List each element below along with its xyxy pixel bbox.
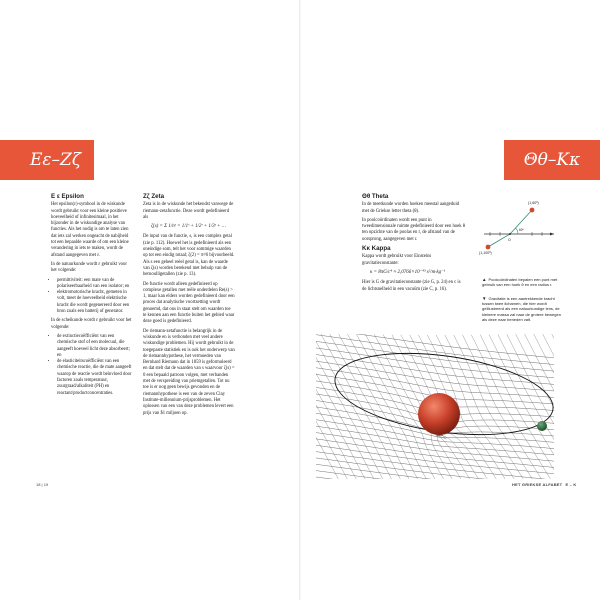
polar-caption-text: Poolcoördinaten bepalen een punt met gebruik van een hoek θ en een radius r. [482,277,558,288]
triangle-up-icon: ▲ [482,277,487,282]
folio-left: 18 | 19 [36,482,49,487]
zeta-column [143,194,235,420]
list-item: • de extinctiecoëfficiënt van een chemische stof of een molecuul, die aangeeft hoeveel licht deze absorbeert; en [57,334,133,359]
epsilon-paragraph-1: Het epsilon(ε)-symbool in de wiskunde wordt gebruikt voor een kleine positieve hoeveelheid of infinitesimaal, in het bijzonder in de wiskundige analyse van functies. Als het nodig is om te laten zien dat iets zal werken ongeacht de nabijheid tot een bepaalde waarde of om een kleine verandering in iets te maken, wordt de afstand aangegeven met ε. [51,202,129,258]
folio-letters: E – K [565,482,577,487]
list-item: • permittiviteit: een mate van de polariseerbaarheid van een isolator; en [57,278,133,291]
theta-kappa-column [362,194,466,296]
banner-epsilon-zeta: Εε–Ζζ [0,140,94,180]
angle-label: 60º [519,228,524,232]
kappa-formula: κ = 8πG/c⁴ ≈ 2,0766×10⁻⁴³ s²/m·kg⁻¹ [370,269,446,275]
epsilon-heading: E ε Epsilon [51,193,84,200]
origin-marker [509,233,511,235]
page-gutter [299,0,301,600]
point-marker [530,208,535,213]
theta-paragraph-1: In de meetkunde worden hoeken meestal aangeduid met de Griekse letter theta (θ). [362,202,460,214]
gravity-illustration [316,334,554,479]
angle-arc [516,228,519,234]
polar-diagram [478,192,558,272]
origin-label: O [508,238,511,242]
banner-theta-kappa: Θθ–Κκ [504,140,600,180]
zeta-paragraph-3: De functie wordt alleen gedefinieerd op complexe getallen met reële onderdelen Re(s) > 1, maar kan elders worden gedefinieerd door een proces dat analytische voortzetting wordt genoemd, dat ons in staat stelt om waarden toe te kennen aan een functie buiten het gebied waar deze goed is gedefinieerd. [143,281,235,325]
triangle-down-icon: ▼ [482,296,487,301]
zeta-formula: ζ(s) = Σ 1/nˢ = 1/1ˢ + 1/2ˢ + 1/3ˢ + … [151,224,227,230]
kappa-paragraph-2: Hier is G de gravitatieconstante (zie G, p. 24) en c is de lichtsnelheid in een vacuüm (zie C, p. 16). [362,280,461,292]
zeta-paragraph-4: De riemann-zetafunctie is belangrijk in de wiskunde en is verbonden met veel andere wiskundige problemen. Hij wordt gebruikt in de toegepaste statistiek en is ook het onderwerp van de riemannhypothese, het vermoeden van Bernhard Riemann dat in 1859 is geformuleerd en dat stelt dat de waarden van s waarvoor ζ(s) = 0 een bepaald patroon volgen, met verbanden met de verspreiding van priemgetallen. Tot nu toe is er nog geen bewijs gevonden en de riemannhypothese is een van de zeven Clay Institute-millennium-prijsproblemen. Het oplossen van een van deze problemen levert een prijs van $1 miljoen op. [143,328,235,416]
gravity-caption [482,296,564,322]
epsilon-physics-list [51,278,133,316]
kappa-heading: Kκ Kappa [362,245,391,253]
radius-line-2 [488,234,510,247]
large-mass-sphere [418,393,460,435]
list-item: • de elasticiteitscoëfficiënt van een chemische reactie, die de mate aangeeft waarop de reactie wordt beïnvloed door factoren zoals temperatuur, zuurgraad/alkaliteit (PH) en reactant/productconcentraties. [57,359,133,397]
axis-arrow-icon [550,233,554,236]
gravity-caption-text: Gravitatie is een aantrekkende kracht tussen twee lichamen, die hier wordt geïllustreerd als een natuurkundige lens, de kleinere massa zal naar de grotere bewegen als deze naar beneden valt. [482,296,561,322]
folio-right [512,482,576,487]
zeta-paragraph-1: Zeta is in de wiskunde het bekendst vanwege de riemann-zetafunctie. Deze wordt gedefinieerd als [143,202,234,220]
point-label: (1,60º) [528,201,539,205]
epsilon-column [51,194,133,400]
epsilon-chemistry-list [51,334,133,397]
theta-heading: Θθ Theta [362,193,389,200]
epsilon-paragraph-3: In de scheikunde wordt ε gebruikt voor het volgende: [51,318,132,330]
small-mass-sphere [537,421,547,431]
zeta-paragraph-2: De input van de functie, s, is een complex getal (zie p. 112). Hoewel het is gedefinieerd als een oneindige som, telt het voor sommige waarden op tot een eindig totaal; ζ(2) = π²/6 bijvoorbeeld. Als s een geheel reëel getal is, kan de waarde van ζ(s) worden berekend met behulp van de bernoulligetallen (zie p. 13). [143,234,235,278]
kappa-paragraph-1: Kappa wordt gebruikt voor Einsteins gravitatieconstante: [362,254,432,266]
list-item: • elektromotorische kracht, gemeten in volt, meet de hoeveelheid elektrische kracht die wordt gegenereerd door een bron zoals een batterij of generator. [57,290,133,315]
zeta-heading: Zζ Zeta [143,193,165,200]
polar-caption [482,277,562,287]
folio-title: HET GRIEKSE ALFABET [512,482,563,487]
point-label-2: (1,100º) [479,251,492,255]
theta-paragraph-2: In poolcoördinaten wordt een punt in tweedimensionale ruimte gedefinieerd door een hoek θ ten opzichte van de poolas en r, de afstand van de oorsprong, aangegeven met r. [362,217,465,242]
point-marker-2 [486,245,491,250]
epsilon-paragraph-2: In de natuurkunde wordt ε gebruikt voor het volgende: [51,261,127,274]
